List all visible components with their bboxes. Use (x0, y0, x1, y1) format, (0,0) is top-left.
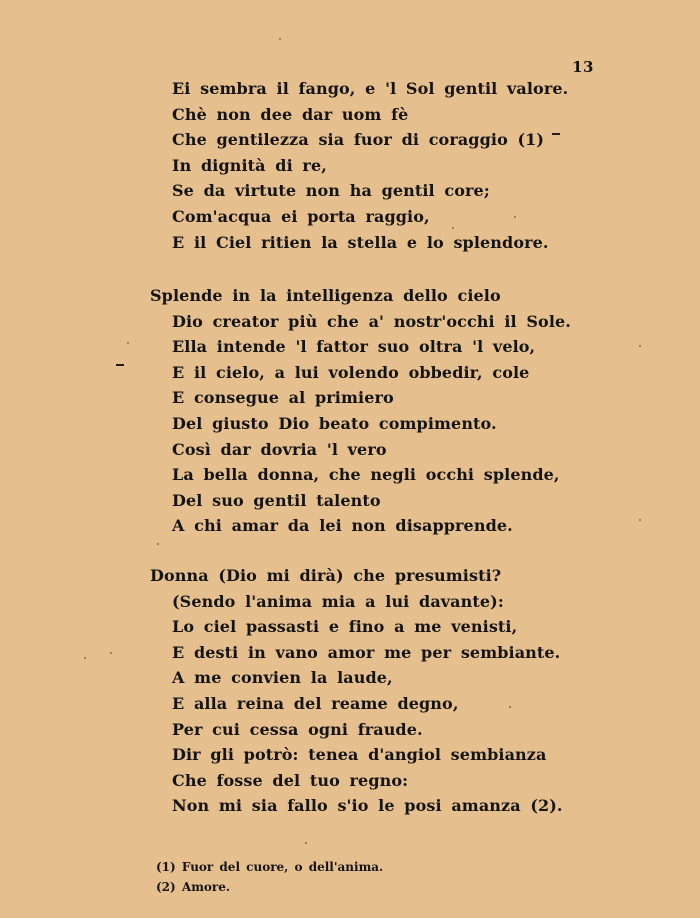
footnote: (1) Fuor del cuore, o dell'anima. (156, 860, 384, 874)
verse-line: Dio creator più che a' nostr'occhi il Sole. (172, 311, 571, 331)
verse-line: Del giusto Dio beato compimento. (172, 413, 497, 433)
stanza-2 (150, 283, 590, 539)
verse-line: E desti in vano amor me per sembiante. (172, 642, 561, 662)
verse-line: Che gentilezza sia fuor di coraggio (1) (172, 130, 545, 150)
verse-line: E alla reina del reame degno, (172, 693, 459, 713)
verse-line: Com'acqua ei porta raggio, (172, 206, 430, 226)
verse-line: E il Ciel ritien la stella e lo splendore. (172, 232, 549, 252)
ink-mark (552, 133, 560, 135)
verse-line: Donna (Dio mi dirà) che presumisti? (150, 566, 502, 585)
verse-line: Ei sembra il fango, e 'l Sol gentil valore. (172, 79, 569, 98)
verse-line: E consegue al primiero (172, 388, 394, 408)
verse-line: Ella intende 'l fattor suo oltra 'l velo, (172, 337, 536, 357)
scan-speck (639, 345, 641, 347)
verse-line: Splende in la intelligenza dello cielo (150, 286, 501, 305)
verse-line: Del suo gentil talento (172, 490, 381, 510)
verse-line: E il cielo, a lui volendo obbedir, cole (172, 362, 530, 382)
scan-speck (84, 657, 86, 659)
verse-line: Se da virtute non ha gentil core; (172, 181, 490, 201)
scan-speck (509, 706, 511, 708)
scan-speck (639, 519, 641, 521)
scan-speck (110, 652, 112, 654)
verse-line: La bella donna, che negli occhi splende, (172, 465, 560, 485)
page-number: 13 (572, 58, 594, 76)
verse-line: Per cui cessa ogni fraude. (172, 719, 423, 739)
verse-line: A me convien la laude, (172, 668, 393, 688)
stanza-3 (150, 563, 590, 819)
scan-speck (127, 342, 129, 344)
scan-speck (452, 227, 454, 229)
verse-line: Non mi sia fallo s'io le posi amanza (2). (172, 796, 563, 816)
verse-line: Che fosse del tuo regno: (172, 770, 409, 790)
verse-line: Chè non dee dar uom fè (172, 104, 409, 124)
scan-speck (157, 543, 159, 545)
scan-speck (305, 842, 307, 844)
scan-speck (279, 38, 281, 40)
scan-speck (514, 216, 516, 218)
footnotes (156, 857, 556, 897)
verse-line: Così dar dovria 'l vero (172, 439, 387, 459)
verse-line: Lo ciel passasti e fino a me venisti, (172, 617, 518, 637)
footnote: (2) Amore. (156, 880, 231, 894)
ink-mark (116, 364, 124, 366)
stanza-1 (150, 76, 590, 255)
verse-line: A chi amar da lei non disapprende. (172, 516, 513, 536)
verse-line: In dignità di re, (172, 155, 327, 175)
verse-line: (Sendo l'anima mia a lui davante): (172, 591, 504, 611)
verse-line: Dir gli potrò: tenea d'angiol sembianza (172, 745, 547, 765)
